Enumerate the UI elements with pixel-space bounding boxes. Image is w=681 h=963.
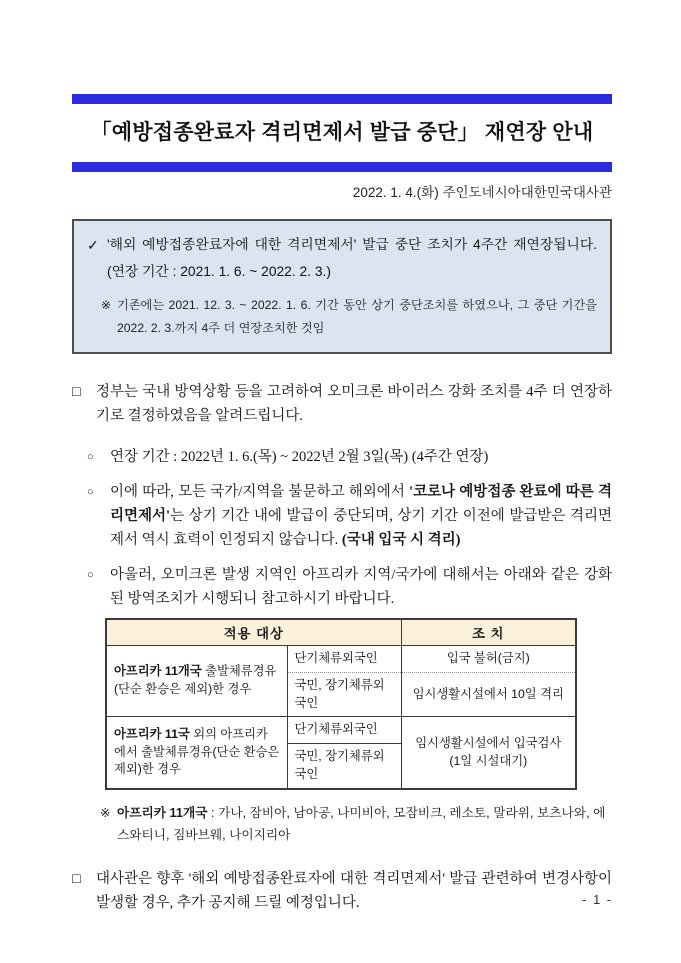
bullet-text xyxy=(110,480,612,552)
text-segment: 출발체류경유 (단순 환승은 제외)한 경우 xyxy=(114,664,277,697)
bold-segment: '코로나 예방접종 완료에 따른 격리면제서' xyxy=(110,483,612,524)
reference-mark-icon: ※ xyxy=(101,298,112,313)
circle-bullet-icon: ○ xyxy=(87,451,94,464)
africa-countries-footnote xyxy=(100,802,612,847)
cell-group1-measure2: 임시생활시설에서 10일 격리 xyxy=(401,672,576,717)
circle-bullet-icon: ○ xyxy=(87,485,94,498)
cell-group2-sub1: 단기체류외국인 xyxy=(287,717,401,744)
table-row xyxy=(106,717,576,744)
table-header-row xyxy=(106,619,576,646)
text-segment: 이에 따라, 모든 국가/지역을 불문하고 해외에서 xyxy=(110,483,410,500)
square-bullet-icon: □ xyxy=(72,384,81,401)
notice-main-text: '해외 예방접종완료자에 대한 격리면제서' 발급 중단 조치가 4주간 재연장됩니다. (연장 기간 : 2021. 1. 6. ~ 2022. 2. 3.) xyxy=(107,237,597,280)
paragraph-government-decision xyxy=(72,380,612,428)
cell-group1-sub2: 국민, 장기체류외국인 xyxy=(287,672,401,717)
cell-group2-sub2: 국민, 장기체류외국인 xyxy=(287,744,401,789)
page-number: - 1 - xyxy=(582,892,613,907)
text-segment: : 가나, 잠비아, 남아공, 나미비아, 모잠비크, 레소토, 말라위, 보츠나와, 에스와티니, 짐바브웨, 나이지리아 xyxy=(117,805,606,843)
column-header-measure: 조 치 xyxy=(401,619,576,646)
cell-group1-sub1: 단기체류외국인 xyxy=(287,645,401,672)
text-segment: 는 상기 기간 내에 발급이 중단되며, 상기 기간 이전에 발급받은 격리면제서 역시 효력이 인정되지 않습니다. xyxy=(110,507,612,548)
column-header-target: 적용 대상 xyxy=(106,619,401,646)
cell-group1-measure1: 입국 불허(금지) xyxy=(401,645,576,672)
cell-group2 xyxy=(106,717,287,789)
square-bullet-icon: □ xyxy=(72,871,81,888)
table-row xyxy=(106,645,576,672)
summary-notice-box xyxy=(72,219,612,354)
bullet-issuance-suspension xyxy=(87,480,612,552)
checkmark-icon: ✓ xyxy=(87,237,99,254)
text-segment: 외의 아프리카에서 출발체류경유(단순 환승은 제외)한 경우 xyxy=(114,726,280,777)
bullet-text: 연장 기간 : 2022년 1. 6.(목) ~ 2022년 2월 3일(목) (4주간 연장) xyxy=(110,449,489,466)
title-bottom-rule xyxy=(72,162,612,172)
circle-bullet-icon: ○ xyxy=(87,568,94,581)
bold-segment: (국내 입국 시 격리) xyxy=(341,531,461,548)
bold-segment: 아프리카 11개국 xyxy=(117,805,208,820)
notice-note-text: 기존에는 2021. 12. 3. ~ 2022. 1. 6. 기간 동안 상기 중단조치를 하였으나, 그 중단 기간을 2022. 2. 3.까지 4주 더 연장조치한 것임 xyxy=(117,298,597,335)
bullet-text: 아울러, 오미크론 발생 지역인 아프리카 지역/국가에 대해서는 아래와 같은 강화된 방역조치가 시행되니 참고하시기 바랍니다. xyxy=(110,566,612,607)
notice-note-line xyxy=(101,294,597,339)
cell-group2-measure: 임시생활시설에서 입국검사 (1일 시설대기) xyxy=(401,717,576,789)
date-and-org: 2022. 1. 4.(화) 주인도네시아대한민국대사관 xyxy=(352,185,612,201)
reference-mark-icon: ※ xyxy=(100,805,111,820)
bold-segment: 아프리카 11개국 xyxy=(114,664,202,679)
paragraph-text: 정부는 국내 방역상황 등을 고려하여 오미크론 바이러스 강화 조치를 4주 더 연장하기로 결정하였음을 알려드립니다. xyxy=(96,384,612,425)
bold-segment: 아프리카 11국 xyxy=(114,726,190,741)
document-content xyxy=(72,94,612,915)
cell-group1 xyxy=(106,645,287,716)
footnote-text xyxy=(117,802,612,847)
document-title: 「예방접종완료자 격리면제서 발급 중단」 재연장 안내 xyxy=(90,121,594,144)
paragraph-text: 대사관은 향후 '해외 예방접종완료자에 대한 격리면제서' 발급 관련하여 변경사항이 발생할 경우, 추가 공지해 드릴 예정입니다. xyxy=(96,871,612,912)
paragraph-embassy-notice xyxy=(72,867,612,915)
bullet-africa-measures xyxy=(87,563,612,611)
top-rule xyxy=(72,94,612,104)
quarantine-measures-table xyxy=(105,618,577,790)
bullet-extension-period xyxy=(87,445,612,469)
notice-main-line xyxy=(87,232,597,286)
